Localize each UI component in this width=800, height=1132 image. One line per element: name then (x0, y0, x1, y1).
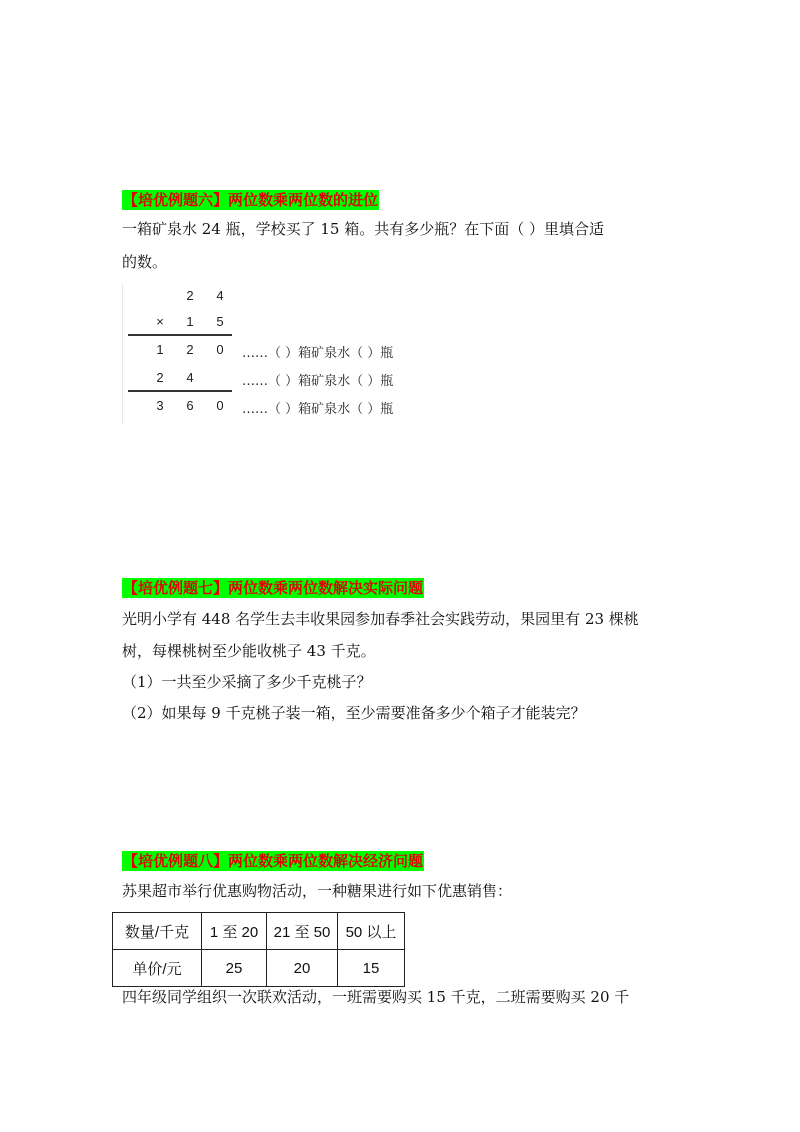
example-7-heading: 【培优例题七】两位数乘两位数解决实际问题 (123, 579, 424, 597)
example-8-text-line1: 苏果超市举行优惠购物活动，一种糖果进行如下优惠销售： (122, 882, 513, 900)
digit: 6 (186, 398, 194, 413)
table-cell: 1 至 20 (202, 913, 267, 950)
example-7-question-1: （1）一共至少采摘了多少千克桃子？ (122, 673, 372, 691)
digit: 4 (186, 370, 194, 385)
price-table (112, 912, 405, 987)
example-6-text-line2: 的数。 (122, 253, 168, 271)
fill-in-note: ……（ ）箱矿泉水（ ）瓶 (242, 374, 394, 389)
example-6-text-line1: 一箱矿泉水 24 瓶，学校买了 15 箱。共有多少瓶？在下面（ ）里填合适 (122, 220, 605, 238)
digit: 4 (216, 288, 224, 303)
example-6-heading: 【培优例题六】两位数乘两位数的进位 (123, 191, 379, 209)
digit: 2 (186, 288, 194, 303)
fill-in-note: ……（ ）箱矿泉水（ ）瓶 (242, 346, 394, 361)
table-cell: 15 (338, 950, 405, 987)
table-cell: 20 (267, 950, 338, 987)
digit: 1 (186, 314, 194, 329)
table-row (113, 950, 405, 987)
example-8-heading: 【培优例题八】两位数乘两位数解决经济问题 (123, 852, 424, 870)
table-row (113, 913, 405, 950)
digit: 0 (216, 342, 224, 357)
table-cell: 21 至 50 (267, 913, 338, 950)
digit: 2 (156, 370, 164, 385)
sum-line (128, 334, 232, 336)
table-cell: 50 以上 (338, 913, 405, 950)
fill-in-note: ……（ ）箱矿泉水（ ）瓶 (242, 402, 394, 417)
digit: 2 (186, 342, 194, 357)
example-7-text-line1: 光明小学有 448 名学生去丰收果园参加春季社会实践劳动，果园里有 23 棵桃 (122, 610, 639, 628)
digit: 3 (156, 398, 164, 413)
image-edge (122, 284, 123, 424)
table-cell: 数量/千克 (113, 913, 202, 950)
table-cell: 25 (202, 950, 267, 987)
digit: 0 (216, 398, 224, 413)
multiply-sign: × (156, 314, 164, 329)
example-7-text-line2: 树，每棵桃树至少能收桃子 43 千克。 (122, 642, 376, 660)
digit: 1 (156, 342, 164, 357)
example-8-text-line2: 四年级同学组织一次联欢活动，一班需要购买 15 千克，二班需要购买 20 千 (122, 988, 630, 1006)
vertical-multiplication (122, 284, 482, 424)
table-cell: 单价/元 (113, 950, 202, 987)
digit: 5 (216, 314, 224, 329)
sum-line (128, 390, 232, 392)
example-7-question-2: （2）如果每 9 千克桃子装一箱，至少需要准备多少个箱子才能装完？ (122, 704, 586, 722)
